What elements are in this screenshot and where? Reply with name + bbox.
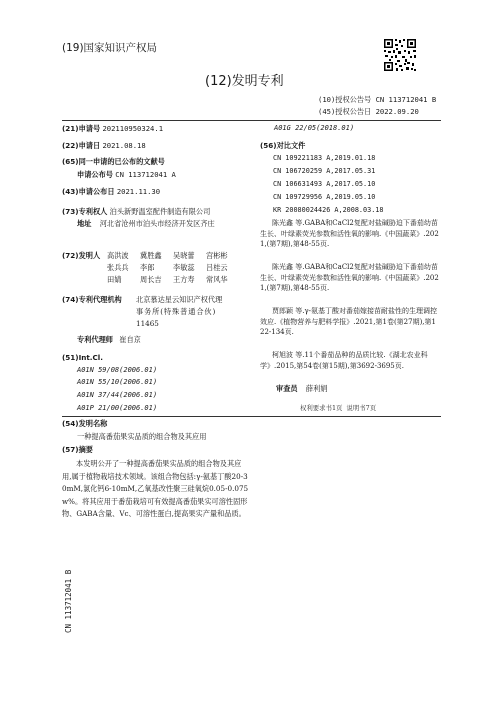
inventor-name: 张兵兵 xyxy=(107,263,129,272)
cited-reference: CN 109221183 A,2019.01.18 xyxy=(273,154,376,162)
application-number-label: (21)申请号 xyxy=(62,124,101,133)
examiner-value: 薛利娟 xyxy=(305,384,328,393)
ipc-class: A01N 37/44(2006.01) xyxy=(77,391,158,399)
application-number-value: 202110950324.1 xyxy=(102,124,164,133)
cited-literature: 陈光鑫 等.GABA和CaCl2复配对盐碱胁迫下番茄幼苗生长、叶绿素荧光参数和活性氧的影响.《中国蔬菜》.2021,(第7期),第48-55页. xyxy=(260,219,439,249)
inventors-list xyxy=(107,251,239,287)
cited-literature: 贾郎颖 等.γ-氨基丁酸对番茄嫁接苗耐盐性的生理调控效应.《植物营养与肥料学报》.2021,第1卷(第27期),第122-134页. xyxy=(260,307,437,337)
inventor-name: 高洪波 xyxy=(107,251,129,260)
examiner-label: 审查员 xyxy=(276,384,298,393)
application-date-label: (22)申请日 xyxy=(62,141,101,150)
application-date-value: 2021.08.18 xyxy=(102,141,146,150)
publication-date-value: 2021.11.30 xyxy=(116,187,161,196)
header-rule xyxy=(62,120,441,121)
inventor-name: 常风华 xyxy=(206,275,228,284)
agency-label: (74)专利代理机构 xyxy=(62,295,122,304)
inventor-name: 王方寿 xyxy=(173,275,195,284)
application-number xyxy=(62,124,163,134)
side-document-number: CN 113712041 B xyxy=(64,569,73,633)
earlier-publication-value: CN 113712041 A xyxy=(115,170,176,179)
publication-date: (45)授权公告日 2022.09.20 xyxy=(318,107,419,116)
earlier-publication xyxy=(77,170,176,180)
inventor-name: 田婧 xyxy=(107,275,122,284)
publication-number: (10)授权公告号 CN 113712041 B xyxy=(318,95,437,104)
cited-reference: CN 109729956 A,2019.05.10 xyxy=(273,193,376,201)
inventor-name: 吴晓蕾 xyxy=(173,251,195,260)
patent-agent-label: 专利代理师 xyxy=(77,335,113,344)
agency-line: 事务所(特殊普通合伙) xyxy=(136,307,217,316)
agency-line: 北京慕达星云知识产权代理 xyxy=(136,295,223,304)
patent-agent xyxy=(77,335,141,345)
cited-literature: 陈光鑫 等.GABA和CaCl2复配对盐碱胁迫下番茄幼苗生长、叶绿素荧光参数和活性氧的影响.《中国蔬菜》.2021,(第7期),第48-55页. xyxy=(260,263,439,293)
inventor-name: 李敏蕊 xyxy=(173,263,195,272)
section-rule xyxy=(62,416,441,417)
ipc-label: (51)Int.Cl. xyxy=(62,353,103,362)
patentee-label: (73)专利权人 xyxy=(62,207,108,216)
abstract-label: (57)摘要 xyxy=(62,445,93,454)
patent-agent-value: 崔自京 xyxy=(119,335,141,344)
qr-code-graphic xyxy=(383,38,417,72)
publication-date-field xyxy=(62,187,160,197)
address-label: 地址 xyxy=(77,219,92,228)
cited-reference: KR 20080024426 A,2008.03.18 xyxy=(273,206,384,214)
application-date xyxy=(62,141,146,151)
ipc-class: A01P 21/00(2006.01) xyxy=(77,404,158,412)
invention-title: 一种提高番茄果实品质的组合物及其应用 xyxy=(77,432,207,441)
cited-references-label: (56)对比文件 xyxy=(260,141,306,150)
office-name: (19)国家知识产权局 xyxy=(62,42,158,54)
inventor-name: 吕桂云 xyxy=(206,263,228,272)
cited-reference: CN 106631493 A,2017.05.10 xyxy=(273,180,376,188)
earlier-publication-heading: (65)同一申请的已公布的文献号 xyxy=(62,157,165,166)
inventors-row xyxy=(107,275,239,287)
inventor-name: 周长吉 xyxy=(140,275,162,284)
inventors-row xyxy=(107,251,239,263)
invention-title-label: (54)发明名称 xyxy=(62,419,108,428)
examiner xyxy=(276,384,327,394)
claims-info: 权利要求书1页 说明书7页 xyxy=(300,404,377,412)
patentee xyxy=(62,207,210,217)
inventor-name: 冀胜鑫 xyxy=(140,251,162,260)
qr-code xyxy=(383,38,417,72)
cited-literature: 柯旭波 等.11个番茄品种的品质比较.《湖北农业科学》.2015,第54卷(第15期),第3692-3695页. xyxy=(260,351,428,370)
ipc-class: A01N 55/10(2006.01) xyxy=(77,378,158,386)
inventors-label: (72)发明人 xyxy=(62,251,101,260)
inventor-name: 李郎 xyxy=(140,263,155,272)
publication-date-label: (43)申请公布日 xyxy=(62,187,115,196)
address-value: 河北省沧州市泊头市经济开发区齐庄 xyxy=(99,219,215,228)
earlier-publication-label: 申请公布号 xyxy=(77,170,113,179)
address xyxy=(77,219,215,229)
abstract-text: 本发明公开了一种提高番茄果实品质的组合物及其应用,属于植物栽培技术领域。该组合物包括:γ-氨基丁酸20-30mM,氯化钙6-10mM,乙氧基改性聚三硅氧烷0.05-0.075w%。将其应用于番茄栽培可有效提高番茄果实可溶性固形物、GABA含量、Vc、可溶性蛋白,提高果实产量和品质。 xyxy=(62,459,249,518)
ipc-class: A01N 59/08(2006.01) xyxy=(77,366,158,374)
inventors-row xyxy=(107,263,239,275)
patentee-value: 泊头新野温室配件制造有限公司 xyxy=(109,207,211,216)
inventor-name: 宫彬彬 xyxy=(206,251,228,260)
agency-line: 11465 xyxy=(136,319,159,328)
cited-reference: CN 106720259 A,2017.05.31 xyxy=(273,167,376,175)
ipc-class-extra: A01G 22/05(2018.01) xyxy=(274,124,355,132)
document-type: (12)发明专利 xyxy=(205,74,284,89)
